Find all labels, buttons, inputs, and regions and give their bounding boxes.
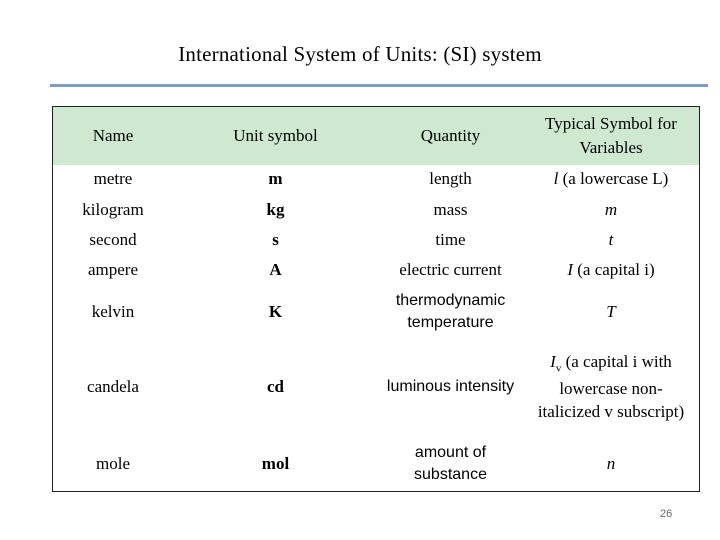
title-divider [50, 84, 708, 87]
cell-variable-symbol [523, 337, 699, 437]
cell-name: mole [96, 454, 130, 474]
header-name: Name [92, 126, 134, 146]
cell-unit-symbol: mol [261, 454, 290, 474]
variable-note: (a capital i) [573, 260, 655, 280]
cell-unit-symbol: cd [267, 377, 284, 397]
cell-quantity: thermodynamic temperature [395, 291, 506, 331]
cell-quantity: amount of substance [414, 443, 487, 483]
cell-variable-symbol: m [604, 200, 618, 220]
cell-unit-symbol: K [268, 302, 283, 322]
cell-quantity: luminous intensity [386, 377, 515, 395]
cell-unit-symbol: m [268, 169, 283, 189]
cell-variable-symbol [523, 165, 699, 193]
cell-unit-symbol: kg [266, 200, 285, 220]
header-quantity: Quantity [420, 126, 481, 146]
cell-variable-symbol [523, 255, 699, 285]
cell-quantity: length [429, 169, 472, 189]
header-typical-symbol: Typical Symbol for Variables [545, 114, 677, 157]
cell-name: metre [93, 169, 133, 189]
cell-quantity: time [435, 230, 466, 250]
variable-symbol: I [567, 260, 573, 280]
cell-name: kilogram [82, 200, 144, 220]
slide-title: International System of Units: (SI) system [178, 42, 542, 66]
cell-name: kelvin [91, 302, 135, 322]
variable-note: (a capital i with lowercase non-italicized v subscript) [537, 351, 685, 422]
cell-variable-symbol: n [606, 454, 616, 474]
cell-name: ampere [87, 260, 139, 280]
cell-name: candela [87, 377, 139, 397]
cell-unit-symbol: s [272, 230, 279, 250]
cell-variable-symbol: t [608, 230, 614, 250]
header-unit-symbol: Unit symbol [233, 126, 318, 146]
page-number: 26 [660, 508, 673, 520]
cell-quantity: electric current [399, 260, 502, 280]
variable-symbol: I [550, 351, 556, 371]
cell-quantity: mass [433, 200, 468, 220]
variable-subscript: v [555, 362, 562, 375]
si-units-table [52, 106, 700, 492]
variable-symbol: l [553, 169, 559, 189]
cell-unit-symbol: A [269, 260, 282, 280]
variable-note: (a lowercase L) [558, 169, 669, 189]
cell-variable-symbol: T [606, 302, 616, 322]
cell-name: second [89, 230, 137, 250]
